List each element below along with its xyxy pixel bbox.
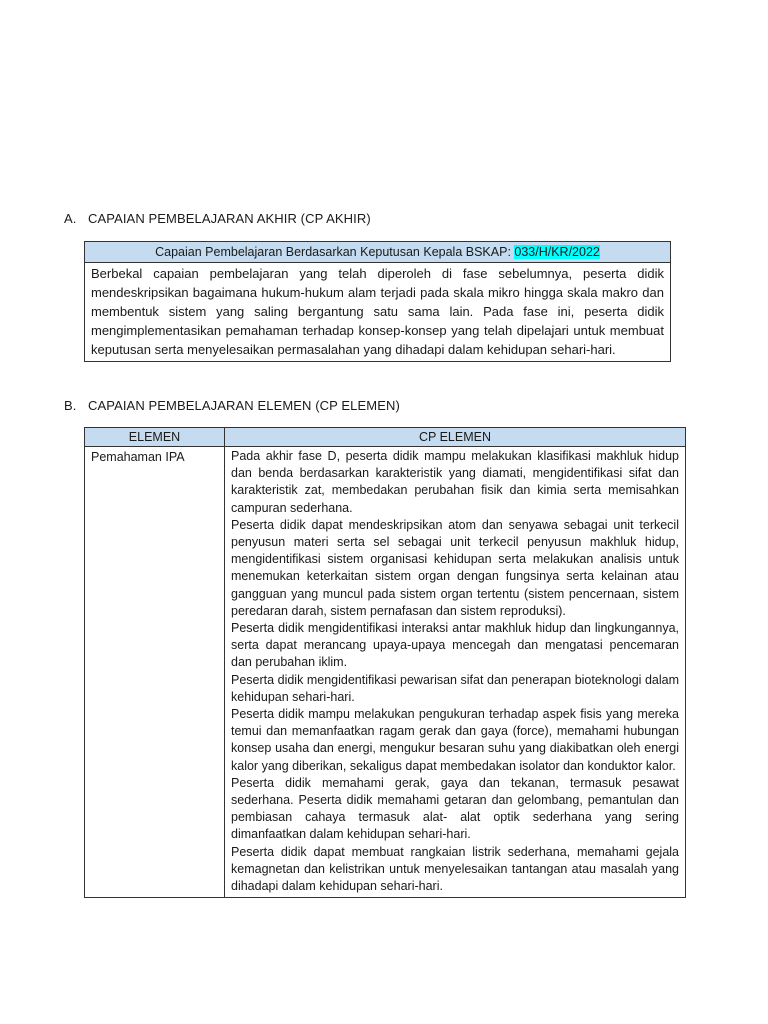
cp-akhir-body-row xyxy=(85,263,671,362)
cp-paragraph: Peserta didik dapat mendeskripsikan atom dan senyawa sebagai unit terkecil penyusun materi serta sel sebagai unit terkecil penyusun makhluk hidup, mengidentifikasi sistem organisasi kehidupan serta melakukan analisis untuk menemukan keterkaitan sistem organ dengan fungsinya serta kelainan atau gangguan yang muncul pada sistem organ tertentu (sistem pencernaan, sistem peredaran darah, sistem pernafasan dan sistem reproduksi). xyxy=(231,517,679,618)
column-header-elemen: ELEMEN xyxy=(85,428,225,447)
bskap-code: 033/H/KR/2022 xyxy=(514,245,600,259)
elemen-name: Pemahaman IPA xyxy=(85,447,225,898)
cp-paragraph: Pada akhir fase D, peserta didik mampu melakukan klasifikasi makhluk hidup dan benda berdasarkan karakteristik yang diamati, mengidentifikasi sifat dan karakteristik zat, membedakan perubahan fisik dan kimia serta memisahkan campuran sederhana. xyxy=(231,449,679,515)
section-b-heading xyxy=(64,398,400,413)
cp-paragraph: Peserta didik mampu melakukan pengukuran terhadap aspek fisis yang mereka temui dan memanfaatkan ragam gerak dan gaya (force), memahami hubungan konsep usaha dan energi, mengukur besaran suhu yang diakibatkan oleh energi kalor yang diberikan, sekaligus dapat membedakan isolator dan konduktor kalor. xyxy=(231,707,679,773)
cp-elemen-table xyxy=(84,427,686,898)
table-row xyxy=(85,447,686,898)
column-header-cp-elemen: CP ELEMEN xyxy=(225,428,686,447)
section-a-letter: A. xyxy=(64,211,77,226)
cp-paragraph: Peserta didik dapat membuat rangkaian listrik sederhana, memahami gejala kemagnetan dan kelistrikan untuk menyelesaikan tantangan atau masalah yang dihadapi dalam kehidupan sehari-hari. xyxy=(231,844,679,894)
section-a-heading xyxy=(64,211,371,226)
cp-paragraph: Peserta didik mengidentifikasi pewarisan sifat dan penerapan bioteknologi dalam kehidupan sehari-hari. xyxy=(231,672,679,704)
section-a-title: CAPAIAN PEMBELAJARAN AKHIR (CP AKHIR) xyxy=(88,211,371,226)
cp-akhir-header-prefix: Capaian Pembelajaran Berdasarkan Keputusan Kepala BSKAP: xyxy=(155,245,515,259)
section-b-title: CAPAIAN PEMBELAJARAN ELEMEN (CP ELEMEN) xyxy=(88,398,400,413)
cp-akhir-table xyxy=(84,241,671,362)
section-b-letter: B. xyxy=(64,398,77,413)
cp-elemen-header-row xyxy=(85,428,686,447)
cp-akhir-header-row xyxy=(85,242,671,263)
cp-akhir-body: Berbekal capaian pembelajaran yang telah diperoleh di fase sebelumnya, peserta didik mendeskripsikan bagaimana hukum-hukum alam terjadi pada skala mikro hingga skala makro dan membentuk sistem yang saling bergantung satu sama lain. Pada fase ini, peserta didik mengimplementasikan pemahaman terhadap konsep-konsep yang telah dipelajari untuk membuat keputusan serta menyelesaikan permasalahan yang dihadapi dalam kehidupan sehari-hari. xyxy=(85,263,671,362)
cp-akhir-header xyxy=(85,242,671,263)
cp-paragraph: Peserta didik memahami gerak, gaya dan tekanan, termasuk pesawat sederhana. Peserta didik memahami getaran dan gelombang, pemantulan dan pembiasan cahaya termasuk alat- alat optik sederhana yang sering dimanfaatkan dalam kehidupan sehari-hari. xyxy=(231,775,679,842)
cp-elemen-description xyxy=(225,447,686,898)
cp-paragraph: Peserta didik mengidentifikasi interaksi antar makhluk hidup dan lingkungannya, serta dapat merancang upaya-upaya mencegah dan mengatasi pencemaran dan perubahan iklim. xyxy=(231,621,679,670)
